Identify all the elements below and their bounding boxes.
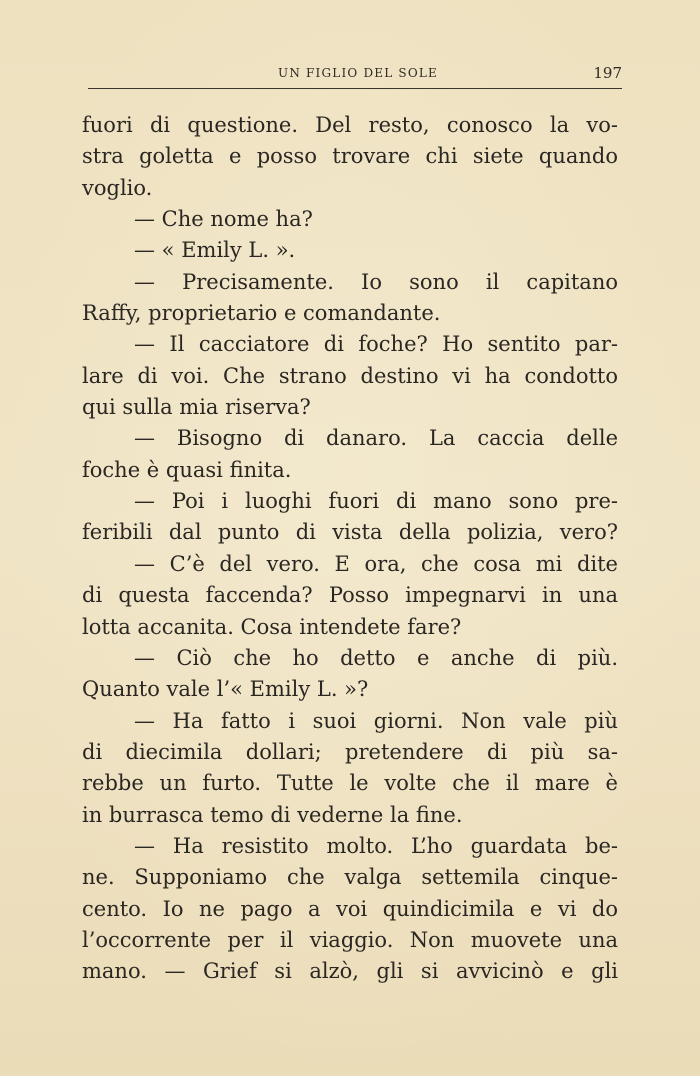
text-line: voglio. bbox=[82, 175, 153, 200]
text-line: — Il cacciatore di foche? Ho sentito par- bbox=[134, 332, 618, 357]
text-line: cento. Io ne pago a voi quindicimila e vi do bbox=[82, 896, 618, 921]
text-line: di diecimila dollari; pretendere di più sa- bbox=[82, 739, 618, 764]
text-line: Quanto vale l’« Emily L. »? bbox=[82, 677, 369, 702]
text-line: — C’è del vero. E ora, che cosa mi dite bbox=[134, 551, 618, 576]
text-line: fuori di questione. Del resto, conosco la vo- bbox=[82, 113, 618, 137]
text-line: foche è quasi finita. bbox=[82, 457, 292, 482]
text-line: l’occorrente per il viaggio. Non muovete una bbox=[82, 927, 618, 952]
body-text bbox=[82, 110, 618, 988]
running-title: UN FIGLIO DEL SOLE bbox=[278, 66, 438, 80]
text-line: stra goletta e posso trovare chi siete quando bbox=[82, 144, 618, 169]
text-line: Raffy, proprietario e comandante. bbox=[82, 301, 441, 326]
text-line: qui sulla mia riserva? bbox=[82, 395, 311, 420]
text-line: — Bisogno di danaro. La caccia delle bbox=[134, 426, 618, 451]
text-line: mano. — Grief si alzò, gli si avvicinò e gli bbox=[82, 959, 618, 984]
text-line: ne. Supponiamo che valga settemila cinque- bbox=[82, 865, 618, 890]
text-line: in burrasca temo di vederne la fine. bbox=[82, 802, 463, 827]
text-line: — Precisamente. Io sono il capitano bbox=[134, 269, 618, 294]
text-line: feribili dal punto di vista della polizia, vero? bbox=[82, 520, 618, 545]
text-line: — Ciò che ho detto e anche di più. bbox=[134, 645, 618, 670]
text-line: — « Emily L. ». bbox=[134, 238, 296, 263]
text-line: lotta accanita. Cosa intendete fare? bbox=[82, 614, 462, 639]
text-line: — Che nome ha? bbox=[134, 207, 313, 232]
text-line: rebbe un furto. Tutte le volte che il mare è bbox=[82, 771, 618, 796]
text-line: lare di voi. Che strano destino vi ha condotto bbox=[82, 363, 618, 388]
running-head bbox=[88, 66, 622, 92]
text-line: — Poi i luoghi fuori di mano sono pre- bbox=[134, 489, 618, 514]
text-line: di questa faccenda? Posso impegnarvi in una bbox=[82, 583, 618, 608]
text-line: — Ha resistito molto. L’ho guardata be- bbox=[134, 833, 618, 858]
header-rule bbox=[88, 88, 622, 89]
page-number: 197 bbox=[593, 64, 622, 82]
text-line: — Ha fatto i suoi giorni. Non vale più bbox=[134, 708, 618, 733]
